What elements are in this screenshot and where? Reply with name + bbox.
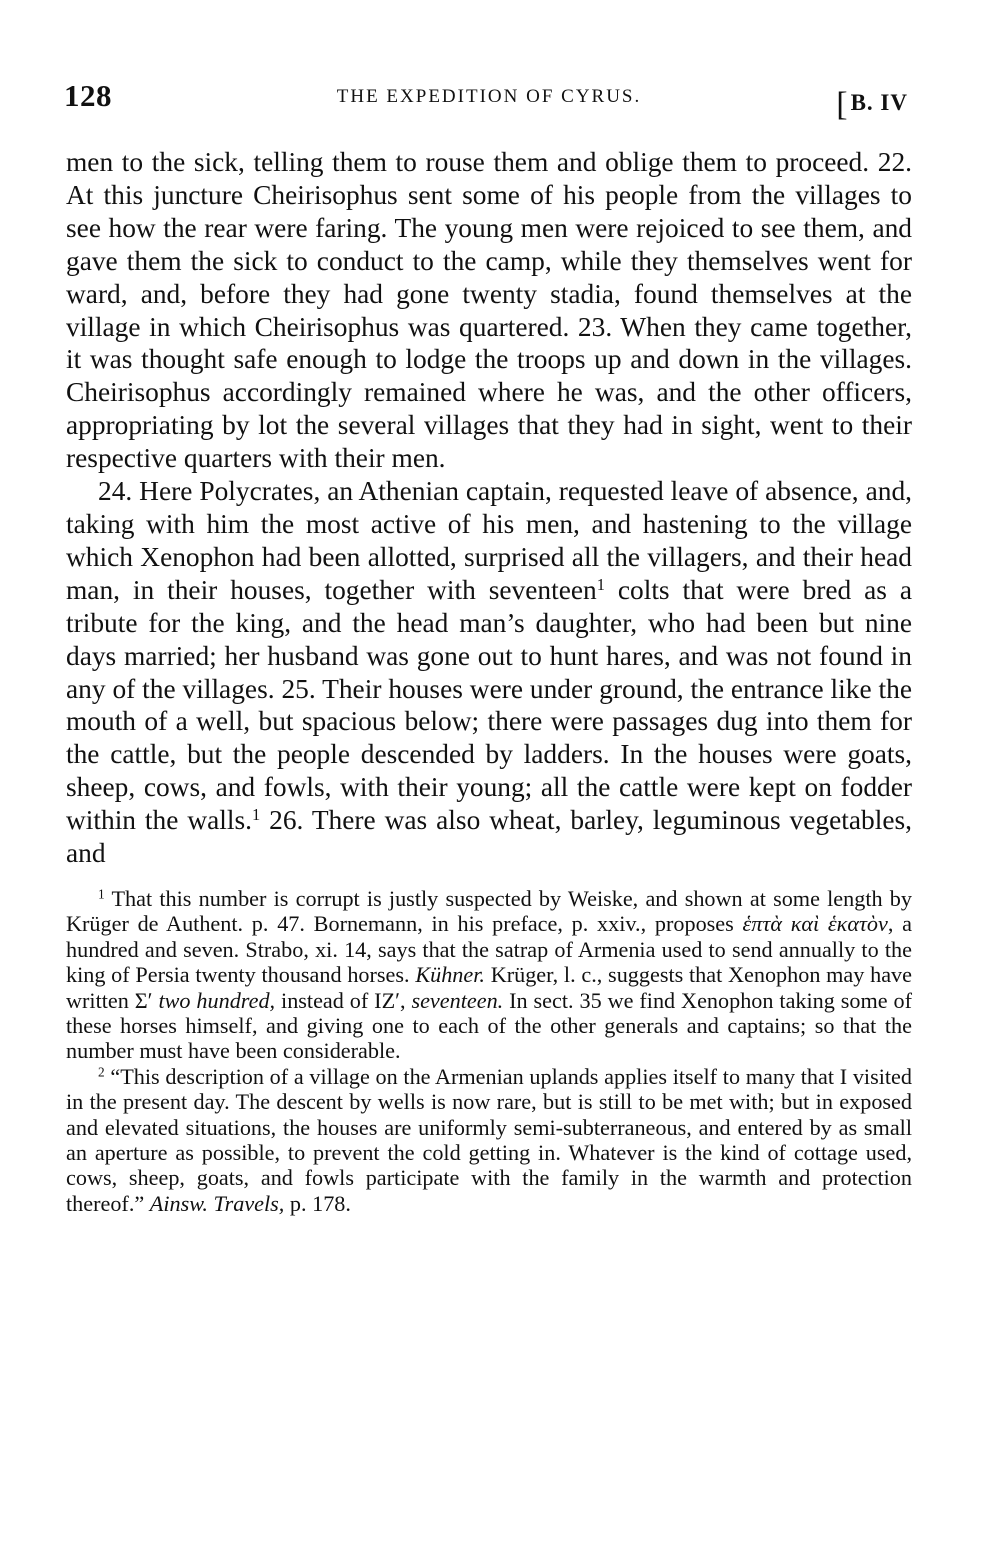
book-reference xyxy=(836,81,908,123)
footnote-1-seventeen: seventeen. xyxy=(411,987,504,1013)
page-header xyxy=(66,78,912,122)
footnote-2 xyxy=(66,1064,912,1216)
footnotes xyxy=(66,886,912,1216)
footnote-ref-2: 1 xyxy=(252,805,261,825)
paragraph-24-text-a: 24. Here Polycrates, an Athenian captain, requested leave of absence, and, taking with him the most active of his men, and hastening to the village which Xenophon had been allotted, surprised all the villagers, and their head man, in their houses, together with seventeen xyxy=(66,476,912,605)
footnote-1-two-hundred: two hundred, xyxy=(158,987,276,1013)
paragraph-24-text-c: 26. There was also wheat, barley, leguminous vegetables, and xyxy=(66,805,913,869)
footnote-1-text-e: In sect. 35 we find Xenophon taking some of these horses himself, and giving one to each of the other generals and captains; so that the number must have been considerable. xyxy=(66,987,913,1064)
book-reference-bracket: [ xyxy=(836,86,849,123)
footnote-1 xyxy=(66,886,912,1064)
page-number: 128 xyxy=(64,78,112,113)
running-title: THE EXPEDITION OF CYRUS. xyxy=(336,86,642,107)
paragraph-24 xyxy=(66,475,912,870)
footnote-1-text-c: Krüger, l. c., suggests that Xenophon may have written Σʹ xyxy=(66,962,912,1013)
footnote-1-text-a: That this number is corrupt is justly suspected by Weiske, and shown at some length by Krüger de Authent. p. 47. Bornemann, in his preface, p. xxiv., proposes xyxy=(66,885,912,937)
footnote-2-citation: Ainsw. Travels, xyxy=(149,1190,285,1216)
footnote-2-text-b: p. 178. xyxy=(284,1190,351,1216)
main-text xyxy=(66,146,912,870)
paragraph-24-text-b: colts that were bred as a tribute for the king, and the head man’s daughter, who had been but nine days married; her husband was gone out to hunt hares, and was not found in any of the villages. 25. Their houses were under ground, the entrance like the mouth of a well, but spacious below; there were passages dug into them for the cattle, but the people descended by ladders. In the houses were goats, sheep, cows, and fowls, with their young; all the cattle were kept on fodder within the walls. xyxy=(66,574,913,836)
book-reference-label: B. IV xyxy=(850,90,908,115)
footnote-2-marker: 2 xyxy=(98,1064,105,1080)
paragraph-continued: men to the sick, telling them to rouse them and oblige them to proceed. 22. At this juncture Cheirisophus sent some of his people from the villages to see how the rear were faring. The young men were rejoiced to see them, and gave them the sick to conduct to the camp, while they themselves went for ward, and, before they had gone twenty stadia, found themselves at the village in which Cheirisophus was quartered. 23. When they came together, it was thought safe enough to lodge the troops up and down in the villages. Cheirisophus accordingly remained where he was, and the other officers, appropriating by lot the several villages that they had in sight, went to their respective quarters with their men. xyxy=(66,147,912,474)
footnote-2-text-a: “This description of a village on the Armenian uplands applies itself to many that I visited in the present day. The descent by wells is now rare, but is still to be met with; but in exposed and elevated situations, the houses are uniformly semi-subterraneous, and entered by as small an aperture as possible, to prevent the cold getting in. Whatever is the kind of cottage used, cows, sheep, goats, and fowls participate with the family in the warmth and protection thereof.” xyxy=(66,1063,912,1216)
footnote-1-text-d: instead of ΙΖʹ, xyxy=(275,987,412,1013)
footnote-ref-1: 1 xyxy=(596,574,605,594)
footnote-1-kuhner: Kühner. xyxy=(415,962,485,988)
book-page xyxy=(66,78,912,1216)
footnote-1-marker: 1 xyxy=(98,886,105,902)
footnote-1-text-b: , a hundred and seven. Strabo, xi. 14, says that the satrap of Armenia used to send annually to the king of Persia twenty thousand horses. xyxy=(66,911,912,988)
footnote-1-greek: ἑπτὰ καὶ ἑκατὸν xyxy=(742,911,888,937)
